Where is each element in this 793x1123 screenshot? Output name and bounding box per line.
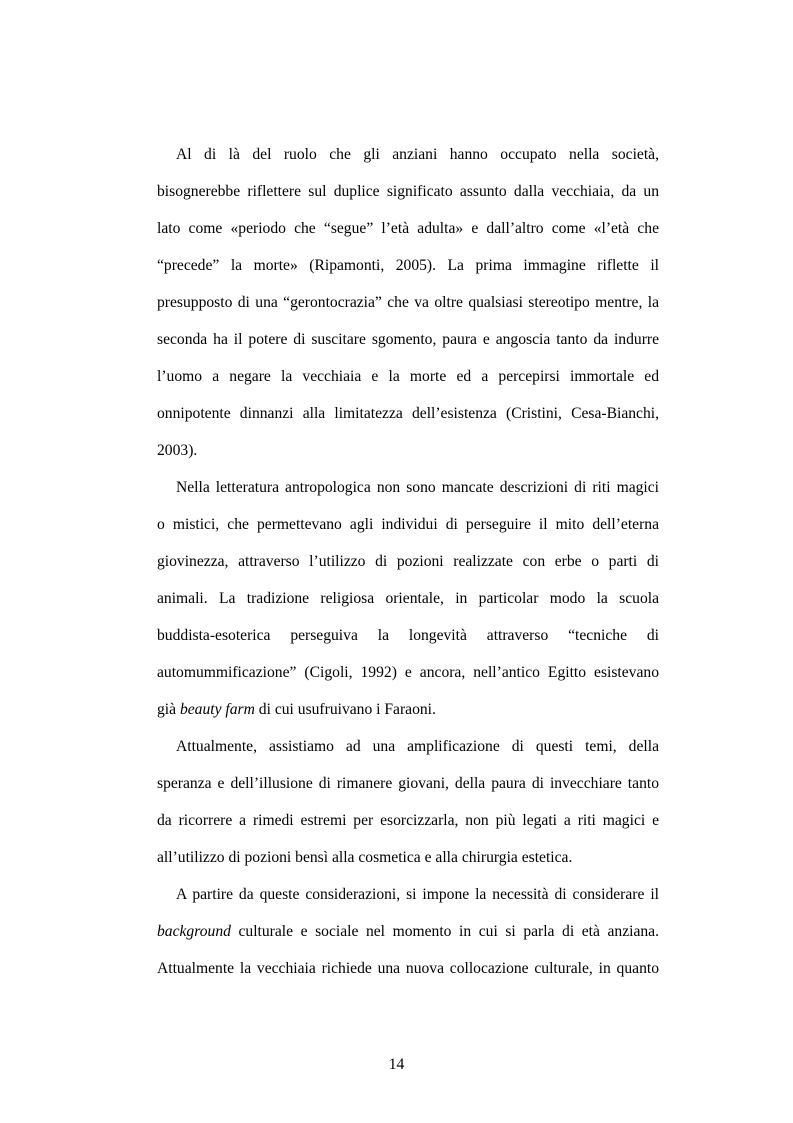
paragraph-1-line-4: “precede” la morte» (Ripamonti, 2005). La prima immagine riflette il — [157, 257, 659, 274]
paragraph-1-line-3: lato come «periodo che “segue” l’età adulta» e dall’altro come «l’età che — [157, 220, 659, 237]
paragraph-4-line-3: Attualmente la vecchiaia richiede una nuova collocazione culturale, in quanto — [157, 960, 659, 977]
paragraph-1-line-9: 2003). — [157, 442, 198, 459]
paragraph-3-line-1: Attualmente, assistiamo ad una amplificazione di questi temi, della — [176, 738, 659, 755]
paragraph-2-line-1: Nella letteratura antropologica non sono mancate descrizioni di riti magici — [176, 479, 659, 496]
page-number: 14 — [388, 1056, 405, 1073]
paragraph-2-line-7-before: già — [157, 701, 180, 718]
paragraph-2-line-7 — [157, 697, 659, 734]
paragraph-1-line-6: seconda ha il potere di suscitare sgomento, paura e angoscia tanto da indurre — [157, 331, 659, 348]
paragraph-2-line-4: animali. La tradizione religiosa orientale, in particolar modo la scuola — [157, 590, 659, 607]
paragraph-2-line-6: automummificazione” (Cigoli, 1992) e ancora, nell’antico Egitto esistevano — [157, 664, 659, 681]
paragraph-1-line-8: onnipotente dinnanzi alla limitatezza dell’esistenza (Cristini, Cesa-Bianchi, — [157, 405, 659, 422]
paragraph-3-line-4: all’utilizzo di pozioni bensì alla cosmetica e alla chirurgia estetica. — [157, 849, 573, 866]
paragraph-4-line-2-after: culturale e sociale nel momento in cui si parla di età anziana. — [230, 923, 659, 940]
paragraph-3-line-2: speranza e dell’illusione di rimanere giovani, della paura di invecchiare tanto — [157, 775, 659, 792]
italic-term-beauty-farm: beauty farm — [179, 701, 255, 718]
paragraph-1-line-1: Al di là del ruolo che gli anziani hanno occupato nella società, — [176, 146, 659, 163]
paragraph-2-line-7-after: di cui usufruivano i Faraoni. — [254, 701, 436, 718]
paragraph-4-line-2 — [157, 919, 659, 956]
paragraph-2-line-3: giovinezza, attraverso l’utilizzo di pozioni realizzate con erbe o parti di — [157, 553, 659, 570]
paragraph-2-line-5: buddista-esoterica perseguiva la longevità attraverso “tecniche di — [157, 627, 659, 644]
paragraph-4-line-1: A partire da queste considerazioni, si impone la necessità di considerare il — [176, 886, 659, 903]
paragraph-2-line-2: o mistici, che permettevano agli individui di perseguire il mito dell’eterna — [157, 516, 659, 533]
paragraph-1-line-5: presupposto di una “gerontocrazia” che va oltre qualsiasi stereotipo mentre, la — [157, 294, 659, 311]
italic-term-background: background — [157, 923, 231, 940]
paragraph-3-line-3: da ricorrere a rimedi estremi per esorcizzarla, non più legati a riti magici e — [157, 812, 659, 829]
paragraph-1-line-7: l’uomo a negare la vecchiaia e la morte ed a percepirsi immortale ed — [157, 368, 659, 385]
body-text — [157, 142, 659, 993]
paragraph-1-line-2: bisognerebbe riflettere sul duplice significato assunto dalla vecchiaia, da un — [157, 183, 659, 200]
